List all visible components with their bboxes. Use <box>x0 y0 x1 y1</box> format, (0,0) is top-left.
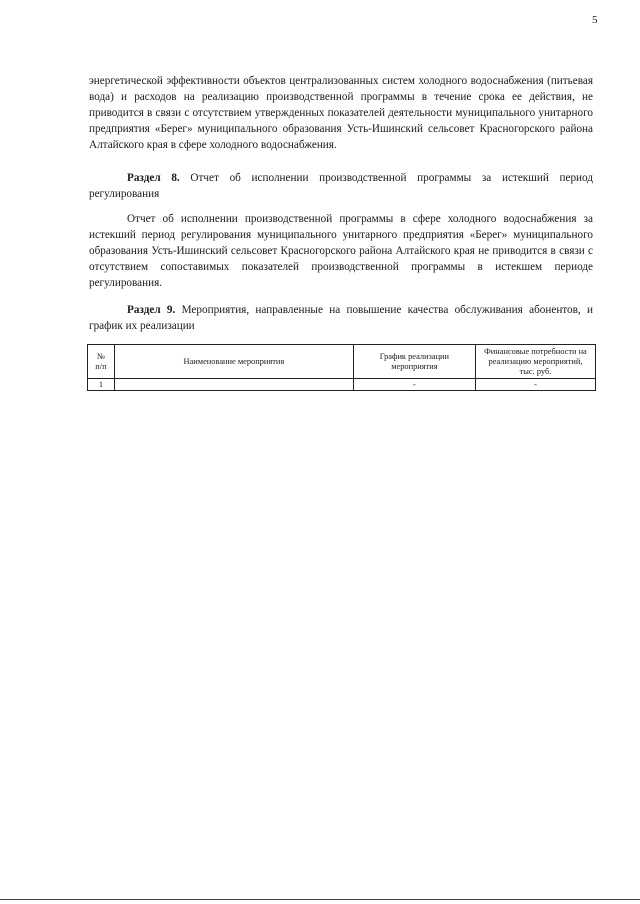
table-header-row <box>88 345 596 379</box>
header-name: Наименование мероприятия <box>114 345 353 379</box>
section-8-heading <box>89 170 593 202</box>
header-schedule <box>353 345 475 379</box>
header-finance-line3: тыс. руб. <box>519 366 552 376</box>
cell-num: 1 <box>88 379 115 391</box>
header-schedule-line2: мероприятия <box>391 361 438 371</box>
page-number: 5 <box>592 14 598 26</box>
section-8-label: Раздел 8. <box>127 172 180 184</box>
header-num-line1: № <box>96 351 105 361</box>
measures-table <box>87 344 596 391</box>
header-finance-line1: Финансовые потребности на <box>484 346 587 356</box>
cell-finance: - <box>475 379 595 391</box>
table-row <box>88 379 596 391</box>
section-9-heading <box>89 302 593 334</box>
header-finance <box>475 345 595 379</box>
header-num <box>88 345 115 379</box>
intro-paragraph: энергетической эффективности объектов централизованных систем холодного водоснабжения (питьевая вода) и расходов на реализацию производственной программы в течение срока ее действия, не приводится в связи с отсутствием утвержденных показателей деятельности муниципального унитарного предприятия «Берег» муниципального образования Усть-Ишинский сельсовет Красногорского района Алтайского края в сфере холодного водоснабжения. <box>89 75 593 151</box>
section-9-label: Раздел 9. <box>127 304 176 316</box>
page-bottom-edge <box>0 899 640 900</box>
header-finance-line2: реализацию мероприятий, <box>488 356 583 366</box>
section-8-title: Отчет об исполнении производственной программы за истекший период регулирования <box>89 172 594 200</box>
cell-schedule: - <box>353 379 475 391</box>
header-num-line2: п/п <box>95 361 107 371</box>
section-9-title: Мероприятия, направленные на повышение качества обслуживания абонентов, и график их реализации <box>89 304 594 332</box>
cell-name <box>114 379 353 391</box>
section-8-body: Отчет об исполнении производственной программы в сфере холодного водоснабжения за истекший период регулирования муниципального унитарного предприятия «Берег» муниципального образования Усть-Ишинский сельсовет Красногорского района Алтайского края не приводится в связи с отсутствием сопоставимых показателей производственной программы в истекшем периоде регулирования. <box>89 213 593 289</box>
header-schedule-line1: График реализации <box>379 351 450 361</box>
